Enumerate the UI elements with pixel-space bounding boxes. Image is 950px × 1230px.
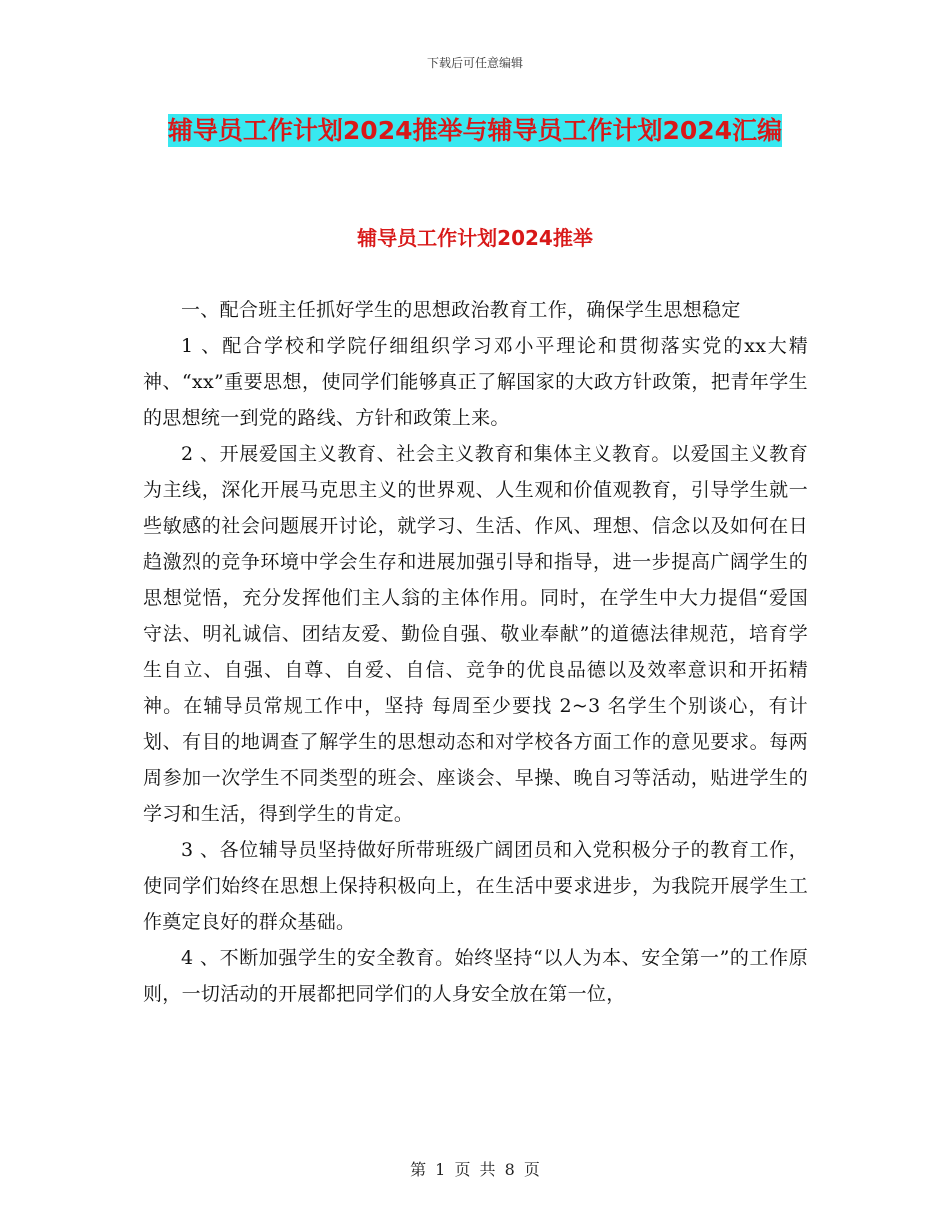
section-title: 辅导员工作计划2024推举 bbox=[357, 226, 593, 250]
page-footer: 第 1 页 共 8 页 bbox=[410, 1160, 540, 1179]
document-title-text: 辅导员工作计划2024推举与辅导员工作计划2024汇编 bbox=[167, 116, 783, 145]
paragraph: 1 、配合学校和学院仔细组织学习邓小平理论和贯彻落实党的xx大精神、“xx”重要思想，使同学们能够真正了解国家的大政方针政策，把青年学生的思想统一到党的路线、方针和政策上来。 bbox=[143, 335, 808, 429]
paragraph: 2 、开展爱国主义教育、社会主义教育和集体主义教育。以爱国主义教育为主线，深化开展马克思主义的世界观、人生观和价值观教育，引导学生就一些敏感的社会问题展开讨论，就学习、生活、作风、理想、信念以及如何在日趋激烈的竞争环境中学会生存和进展加强引导和指导，进一步提高广阔学生的思想觉悟，充分发挥他们主人翁的主体作用。同时，在学生中大力提倡“爱国守法、明礼诚信、团结友爱、勤俭自强、敬业奉献”的道德法律规范，培育学生自立、自强、自尊、自爱、自信、竞争的优良品德以及效率意识和开拓精神。在辅导员常规工作中，坚持 每周至少要找 2~3 名学生个别谈心，有计划、有目的地调查了解学生的思想动态和对学校各方面工作的意见要求。每两周参加一次学生不同类型的班会、座谈会、早操、晚自习等活动，贴进学生的学习和生活，得到学生的肯定。 bbox=[143, 443, 808, 825]
document-title bbox=[150, 108, 800, 154]
paragraph: 3 、各位辅导员坚持做好所带班级广阔团员和入党积极分子的教育工作，使同学们始终在思想上保持积极向上，在生活中要求进步，为我院开展学生工作奠定良好的群众基础。 bbox=[143, 839, 808, 933]
document-body bbox=[143, 292, 808, 1012]
paragraph: 一、配合班主任抓好学生的思想政治教育工作，确保学生思想稳定 bbox=[181, 299, 741, 321]
page-header-note: 下载后可任意编辑 bbox=[426, 56, 523, 70]
paragraph: 4 、不断加强学生的安全教育。始终坚持“以人为本、安全第一”的工作原则，一切活动的开展都把同学们的人身安全放在第一位， bbox=[143, 947, 808, 1005]
